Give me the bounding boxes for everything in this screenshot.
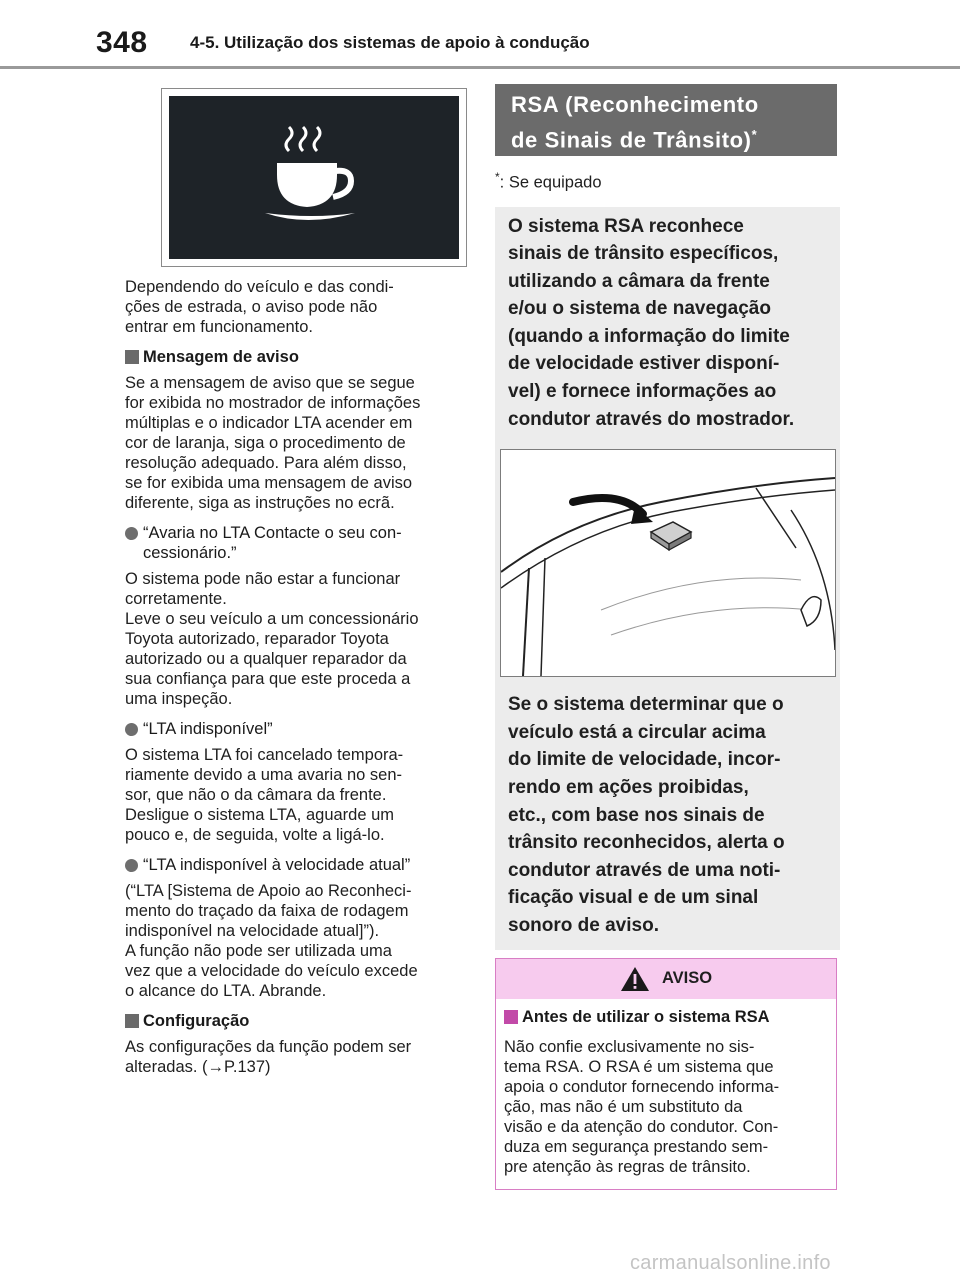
- item-label: “Avaria no LTA Contacte o seu con- cessionário.”: [143, 524, 402, 562]
- square-bullet-icon: [125, 1014, 139, 1028]
- banner-line: RSA (Reconhecimento: [511, 92, 759, 117]
- rsa-section-banner: [495, 84, 837, 156]
- square-bullet-icon: [504, 1010, 518, 1024]
- watermark: carmanualsonline.info: [630, 1252, 831, 1274]
- circle-bullet-icon: [125, 859, 138, 872]
- item-description: O sistema LTA foi cancelado tempora- riamente devido a uma avaria no sen- sor, que não o da câmara da frente. Desligue o sistema LTA, aguarde um pouco e, de seguida, volte a ligá-lo.: [125, 746, 404, 844]
- right-column: [495, 84, 840, 1190]
- list-item: [125, 719, 467, 739]
- footnote-marker: *: [751, 127, 758, 142]
- warning-message-paragraph: Se a mensagem de aviso que se segue for exibida no mostrador de informações múltiplas e o indicador LTA acender em cor de laranja, siga o procedimento de resolução adequado. Para além disso, se for exibida uma mensagem de aviso diferente, siga as instruções no ecrã.: [125, 374, 421, 512]
- footnote-marker: *: [495, 170, 500, 184]
- heading-label: Configuração: [143, 1012, 250, 1030]
- item-description: O sistema pode não estar a funcionar corretamente. Leve o seu veículo a um concessionário Toyota autorizado, reparador Toyota autorizado ou a qualquer reparador da sua confiança para que este proceda a uma inspeção.: [125, 570, 419, 708]
- left-column: [125, 88, 467, 1077]
- banner-line: [511, 120, 837, 155]
- heading-label: Mensagem de aviso: [143, 348, 299, 366]
- page-header: [0, 0, 960, 72]
- warning-heading: [504, 1007, 828, 1027]
- car-windshield-illustration: [501, 450, 835, 676]
- configuration-heading: [125, 1011, 467, 1031]
- coffee-warning-figure: [161, 88, 467, 267]
- intro-paragraph: Dependendo do veículo e das condi- ções de estrada, o aviso pode não entrar em funcionamento.: [125, 278, 394, 336]
- windshield-camera-figure: [500, 449, 836, 677]
- warning-box: [495, 958, 837, 1190]
- coffee-cup-icon: [259, 123, 369, 233]
- circle-bullet-icon: [125, 527, 138, 540]
- rsa-alert-description: Se o sistema determinar que o veículo está a circular acima do limite de velocidade, incor- rendo em ações proibidas, etc., com base nos sinais de trânsito reconhecidos, alerta o condutor através de uma noti- ficação visual e de um sinal sonoro de aviso.: [508, 694, 785, 936]
- square-bullet-icon: [125, 350, 139, 364]
- item-label: “LTA indisponível”: [143, 720, 273, 738]
- section-title: 4-5. Utilização dos sistemas de apoio à condução: [190, 33, 590, 52]
- list-item: [125, 523, 467, 563]
- page-number: 348: [96, 26, 148, 59]
- display-screen: [169, 96, 459, 259]
- configuration-paragraph: As configurações da função podem ser alteradas. (→P.137): [125, 1038, 412, 1076]
- warning-body: [496, 999, 836, 1189]
- list-item: [125, 855, 467, 875]
- warning-header: [496, 959, 836, 999]
- banner-line-text: de Sinais de Trânsito): [511, 127, 752, 153]
- footnote-text: : Se equipado: [499, 173, 602, 192]
- footnote: [495, 170, 840, 193]
- heading-label: Antes de utilizar o sistema RSA: [522, 1007, 770, 1026]
- warning-triangle-icon: [620, 966, 650, 992]
- rsa-description: O sistema RSA reconhece sinais de trânsito específicos, utilizando a câmara da frente e/ou o sistema de navegação (quando a informação do limite de velocidade estiver disponí- vel) e fornece informações ao condutor através do mostrador.: [508, 215, 795, 430]
- header-divider: [0, 66, 960, 69]
- warning-message-heading: [125, 347, 467, 367]
- item-label: “LTA indisponível à velocidade atual”: [143, 856, 411, 874]
- item-description: (“LTA [Sistema de Apoio ao Reconheci- mento do traçado da faixa de rodagem indisponível na velocidade atual]”). A função não pode ser utilizada uma vez que a velocidade do veículo excede o alcance do LTA. Abrande.: [125, 882, 418, 1000]
- warning-text: Não confie exclusivamente no sis- tema RSA. O RSA é um sistema que apoia o condutor fornecendo informa- ção, mas não é um substituto da visão e da atenção do condutor. Con- duza em segurança prestando sem- pre atenção às regras de trânsito.: [504, 1037, 780, 1176]
- rsa-info-box: [495, 207, 840, 950]
- circle-bullet-icon: [125, 723, 138, 736]
- warning-title: AVISO: [661, 969, 713, 988]
